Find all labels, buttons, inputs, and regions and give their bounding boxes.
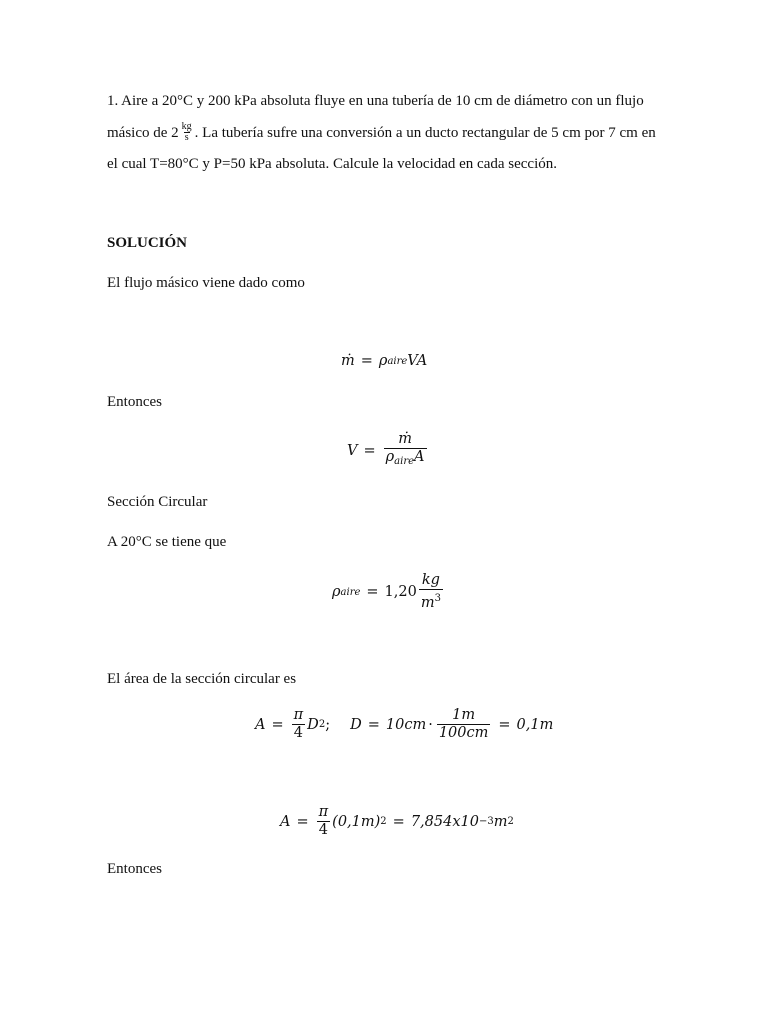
eq1-lhs: ṁ — [341, 353, 355, 369]
eq4-equals: = — [271, 716, 284, 733]
problem-line-1: 1. Aire a 20°C y 200 kPa absoluta fluye en una tubería de 10 cm de diámetro con un flujo — [107, 93, 644, 109]
area-intro: El área de la sección circular es — [107, 671, 297, 687]
eq4-dot: · — [428, 716, 433, 733]
eq4-cm-value: 10cm — [385, 716, 427, 733]
eq5-exp3: 2 — [507, 816, 514, 827]
eq4-pi: π — [293, 707, 304, 723]
eq4-four: 4 — [293, 725, 304, 741]
area-diameter-equation — [255, 708, 553, 741]
eq5-four: 4 — [318, 822, 329, 838]
eq5-value: 7,854x10 — [410, 813, 479, 830]
eq2-rho: ρ — [385, 449, 395, 465]
eq2-lhs: V — [347, 442, 358, 459]
then-1: Entonces — [107, 394, 162, 410]
eq4-exp: 2 — [318, 719, 326, 730]
eq3-rho: ρ — [332, 584, 341, 600]
eq4-semicolon: ; — [325, 716, 331, 733]
eq5-lhs: A — [280, 813, 291, 830]
eq2-equals: = — [363, 442, 376, 459]
eq4-lhs: A — [255, 716, 266, 733]
eq2-sub: aire — [394, 456, 415, 467]
section-circular-label: Sección Circular — [107, 494, 208, 510]
eq4-d2: D — [350, 716, 362, 733]
unit-denominator: s — [184, 132, 189, 143]
eq2-numerator: ṁ — [398, 431, 412, 447]
eq4-equals-3: = — [498, 716, 511, 733]
eq4-conversion-fraction — [437, 708, 491, 741]
eq3-equals: = — [366, 584, 379, 600]
eq5-equals: = — [296, 813, 309, 830]
eq3-unit-den — [419, 589, 443, 611]
problem-line-2 — [107, 122, 656, 143]
eq5-pi-fraction — [317, 805, 331, 838]
eq3-unit-den-exp: 3 — [434, 593, 441, 604]
eq3-unit-den-base: m — [420, 595, 435, 611]
eq1-equals: = — [360, 353, 373, 369]
eq5-unit: m — [493, 813, 508, 830]
eq2-denominator — [384, 448, 427, 469]
solution-heading: SOLUCIÓN — [107, 235, 188, 251]
eq5-pi: π — [318, 804, 329, 820]
problem-line-3: el cual T=80°C y P=50 kPa absoluta. Calcule la velocidad en cada sección. — [107, 156, 558, 172]
area-value-equation — [280, 805, 514, 838]
eq4-frac-den: 100cm — [438, 725, 489, 741]
eq5-exp2: −3 — [478, 816, 494, 827]
eq4-equals-2: = — [367, 716, 380, 733]
solution-intro: El flujo másico viene dado como — [107, 275, 305, 291]
eq2-fraction — [384, 432, 427, 469]
at-20-label: A 20°C se tiene que — [107, 534, 227, 550]
eq4-result: 0,1m — [516, 716, 554, 733]
mass-flow-equation — [341, 353, 427, 369]
eq1-sub: aire — [387, 355, 408, 367]
eq3-unit-num: kg — [421, 572, 440, 588]
eq1-rho: ρ — [378, 353, 388, 369]
eq1-rhs: VA — [407, 353, 428, 369]
unit-numerator: kg — [181, 121, 192, 132]
eq4-frac-num: 1m — [452, 707, 476, 723]
eq2-den-rest: A — [414, 449, 425, 465]
eq3-unit-fraction — [419, 573, 443, 611]
mass-flow-unit — [181, 122, 193, 143]
then-2: Entonces — [107, 861, 162, 877]
eq5-equals-2: = — [392, 813, 405, 830]
velocity-equation — [347, 432, 429, 469]
air-density-equation — [332, 573, 445, 611]
eq4-d: D — [307, 716, 319, 733]
eq3-value: 1,20 — [384, 584, 417, 600]
eq5-paren: (0,1m) — [332, 813, 381, 830]
problem-line-2-start: másico de 2 — [107, 124, 179, 141]
eq5-exp: 2 — [380, 816, 387, 827]
eq3-sub: aire — [340, 586, 361, 598]
problem-line-2-end: . La tubería sufre una conversión a un ducto rectangular de 5 cm por 7 cm en — [194, 124, 656, 141]
eq4-pi-fraction — [292, 708, 306, 741]
